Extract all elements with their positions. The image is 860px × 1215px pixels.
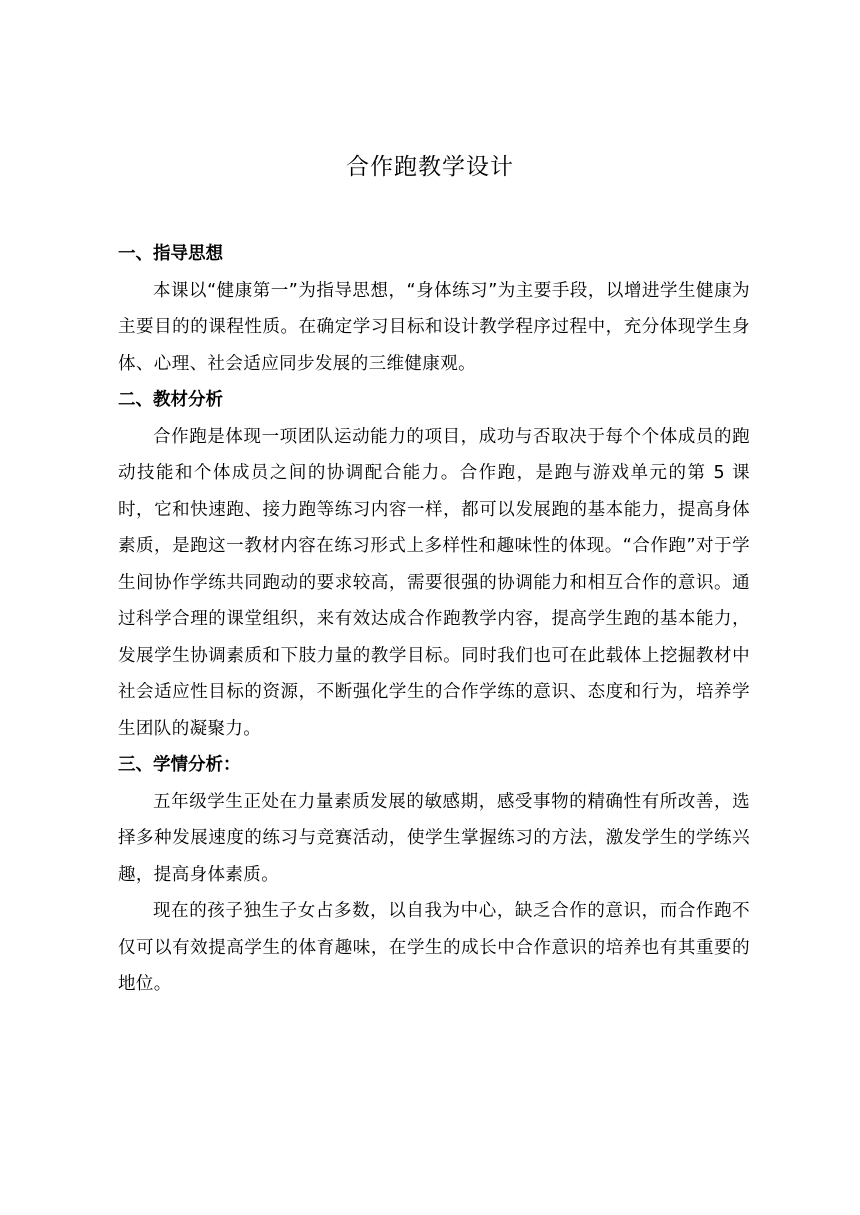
section-student-analysis (118, 747, 750, 1003)
section-heading: 三、学情分析： (118, 755, 241, 775)
section-heading: 一、指导思想 (118, 244, 223, 264)
section-heading: 二、教材分析 (118, 390, 223, 410)
document-body (118, 236, 750, 1003)
document-title: 合作跑教学设计 (346, 154, 514, 180)
section-paragraph: 本课以“健康第一”为指导思想，“身体练习”为主要手段，以增进学生健康为主要目的的课程性质。在确定学习目标和设计教学程序过程中，充分体现学生身体、心理、社会适应同步发展的三维健康观。 (118, 280, 750, 374)
section-guiding-thought (118, 236, 750, 382)
section-paragraph: 合作跑是体现一项团队运动能力的项目，成功与否取决于每个个体成员的跑动技能和个体成员之间的协调配合能力。合作跑，是跑与游戏单元的第 5 课时，它和快速跑、接力跑等练习内容一样，都可以发展跑的基本能力，提高身体素质，是跑这一教材内容在练习形式上多样性和趣味性的体现。“合作跑”对于学生间协作学练共同跑动的要求较高，需要很强的协调能力和相互合作的意识。通过科学合理的课堂组织，来有效达成合作跑教学内容，提高学生跑的基本能力，发展学生协调素质和下肢力量的教学目标。同时我们也可在此载体上挖掘教材中社会适应性目标的资源，不断强化学生的合作学练的意识、态度和行为，培养学生团队的凝聚力。 (118, 426, 750, 739)
section-paragraph: 五年级学生正处在力量素质发展的敏感期，感受事物的精确性有所改善，选择多种发展速度的练习与竞赛活动，使学生掌握练习的方法，激发学生的学练兴趣，提高身体素质。 (118, 791, 750, 885)
section-paragraph: 现在的孩子独生子女占多数，以自我为中心，缺乏合作的意识，而合作跑不仅可以有效提高学生的体育趣味，在学生的成长中合作意识的培养也有其重要的地位。 (118, 901, 750, 994)
section-material-analysis (118, 382, 750, 747)
